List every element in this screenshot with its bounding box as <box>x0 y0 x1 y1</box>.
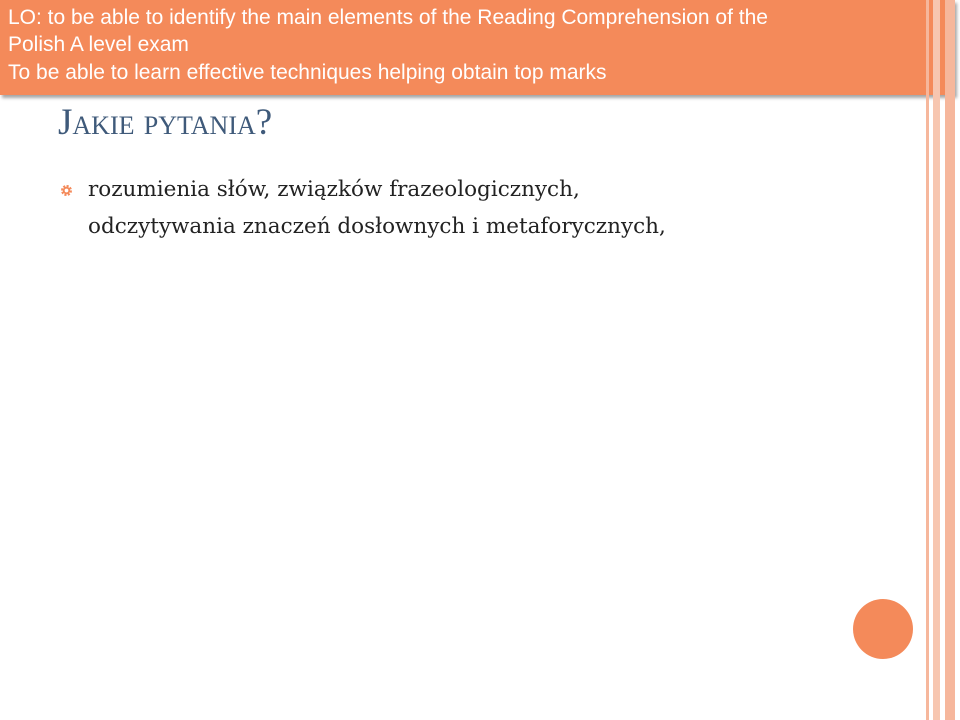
objective-banner <box>0 0 955 95</box>
decorative-stripe <box>945 0 955 720</box>
objective-line-1: LO: to be able to identify the main elements of the Reading Comprehension of the <box>8 6 768 29</box>
list-item <box>88 172 848 245</box>
list-item-line: rozumienia słów, związków frazeologicznych, <box>88 177 580 202</box>
gear-bullet-icon <box>60 184 73 197</box>
slide-heading: Jakie pytania? <box>58 102 273 143</box>
objective-line-3: To be able to learn effective techniques helping obtain top marks <box>8 61 607 84</box>
decorative-stripe <box>933 0 940 720</box>
objective-line-2: Polish A level exam <box>8 33 189 56</box>
decorative-circle <box>853 599 913 659</box>
list-item-line: odczytywania znaczeń dosłownych i metaforycznych, <box>88 213 666 239</box>
decorative-stripe <box>926 0 929 720</box>
